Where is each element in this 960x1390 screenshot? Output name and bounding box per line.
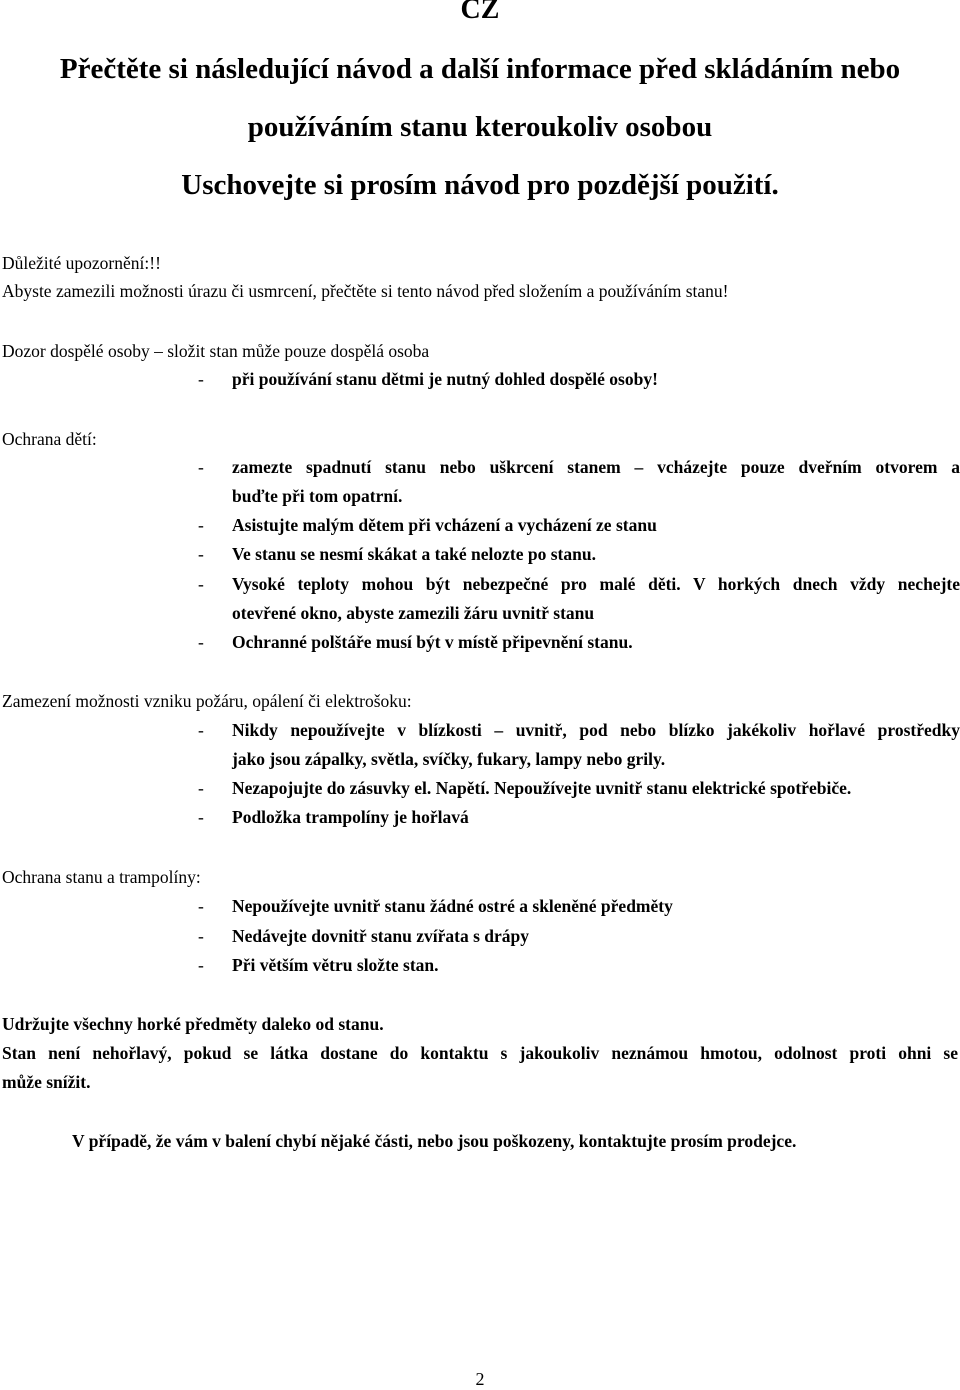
closing-line-1: Udržujte všechny horké předměty daleko od stanu. xyxy=(2,1014,384,1034)
list-dash: - xyxy=(198,544,204,564)
supervision-item: při používání stanu dětmi je nutný dohled dospělé osoby! xyxy=(232,369,658,389)
title-line-1: Přečtěte si následující návod a další informace před skládáním nebo xyxy=(59,53,901,85)
list-dash: - xyxy=(198,574,204,594)
tent-protection-heading: Ochrana stanu a trampolíny: xyxy=(2,867,201,887)
list-dash: - xyxy=(198,807,204,827)
contact-note: V případě, že vám v balení chybí nějaké části, nebo jsou poškozeny, kontaktujte prosím prodejce. xyxy=(72,1131,797,1151)
title-line-3: Uschovejte si prosím návod pro pozdější použití. xyxy=(181,169,779,201)
list-dash: - xyxy=(198,720,204,740)
list-dash: - xyxy=(198,457,204,477)
list-dash: - xyxy=(198,369,204,389)
tent-protection-item: Při větším větru složte stan. xyxy=(232,955,439,975)
child-protection-item: Vysoké teploty mohou být nebezpečné pro malé děti. V horkých dnech vždy nechejte xyxy=(232,574,960,594)
child-protection-item: Ve stanu se nesmí skákat a také nelozte po stanu. xyxy=(232,544,596,564)
page-number: 2 xyxy=(475,1369,485,1389)
title-line-2: používáním stanu kteroukoliv osobou xyxy=(247,111,713,143)
list-dash: - xyxy=(198,515,204,535)
important-heading: Důležité upozornění:!! xyxy=(2,253,161,273)
list-dash: - xyxy=(198,955,204,975)
tent-protection-item: Nepoužívejte uvnitř stanu žádné ostré a skleněné předměty xyxy=(232,896,673,916)
list-dash: - xyxy=(198,632,204,652)
fire-item: Podložka trampolíny je hořlavá xyxy=(232,807,469,827)
fire-heading: Zamezení možnosti vzniku požáru, opálení či elektrošoku: xyxy=(2,691,412,711)
child-protection-item: otevřené okno, abyste zamezili žáru uvnitř stanu xyxy=(232,603,595,623)
closing-line-3: může snížit. xyxy=(2,1072,91,1092)
child-protection-item: zamezte spadnutí stanu nebo uškrcení stanem – vcházejte pouze dveřním otvorem a xyxy=(232,457,960,477)
child-protection-item: Ochranné polštáře musí být v místě připevnění stanu. xyxy=(232,632,633,652)
list-dash: - xyxy=(198,778,204,798)
tent-protection-item: Nedávejte dovnitř stanu zvířata s drápy xyxy=(232,926,529,946)
child-protection-item: Asistujte malým dětem při vcházení a vycházení ze stanu xyxy=(232,515,657,535)
fire-item: Nikdy nepoužívejte v blízkosti – uvnitř, pod nebo blízko jakékoliv hořlavé prostředky xyxy=(232,720,960,740)
important-text: Abyste zamezili možnosti úrazu či usmrcení, přečtěte si tento návod před složením a používáním stanu! xyxy=(2,281,729,301)
child-protection-item: buďte při tom opatrní. xyxy=(232,486,403,506)
list-dash: - xyxy=(198,926,204,946)
list-dash: - xyxy=(198,896,204,916)
closing-line-2: Stan není nehořlavý, pokud se látka dostane do kontaktu s jakoukoliv neznámou hmotou, odolnost proti ohni se xyxy=(2,1043,958,1063)
supervision-heading: Dozor dospělé osoby – složit stan může pouze dospělá osoba xyxy=(2,341,430,361)
fire-item: Nezapojujte do zásuvky el. Napětí. Nepoužívejte uvnitř stanu elektrické spotřebiče. xyxy=(232,778,852,798)
fire-item: jako jsou zápalky, světla, svíčky, fukary, lampy nebo grily. xyxy=(232,749,666,769)
language-code: CZ xyxy=(460,0,500,25)
child-protection-heading: Ochrana dětí: xyxy=(2,429,97,449)
